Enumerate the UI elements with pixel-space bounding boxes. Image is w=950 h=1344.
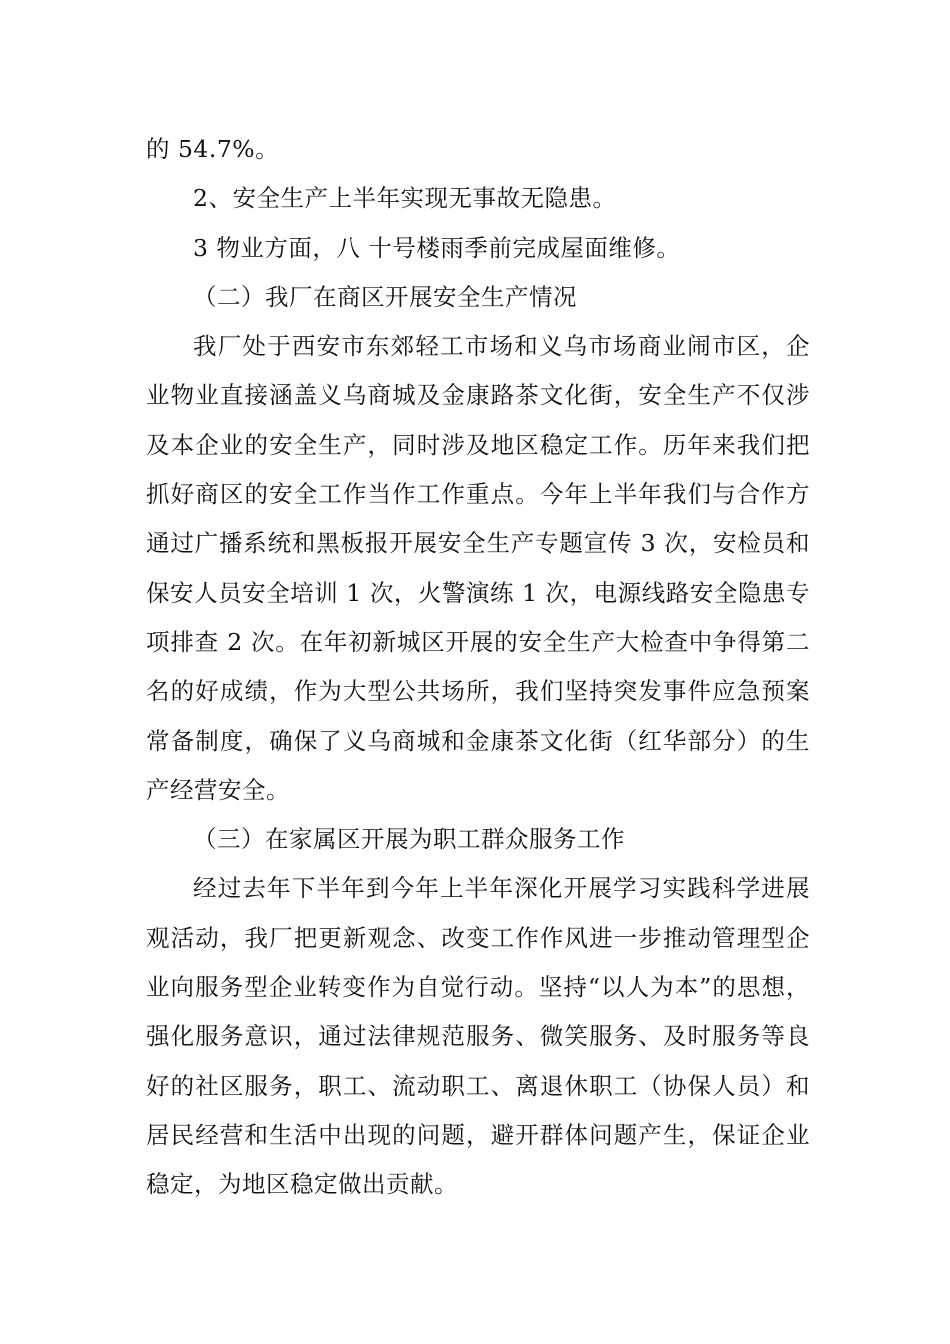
text-line: 保安人员安全培训 1 次，火警演练 1 次，电源线路安全隐患专: [146, 578, 810, 607]
text-line: 居民经营和生活中出现的问题，避开群体问题产生，保证企业: [146, 1120, 810, 1149]
text-line: （三）在家属区开展为职工群众服务工作: [193, 825, 625, 854]
text-line: 通过广播系统和黑板报开展安全生产专题宣传 3 次，安检员和: [146, 529, 810, 558]
paragraph: [146, 174, 810, 223]
text-line: 业物业直接涵盖义乌商城及金康路茶文化街，安全生产不仅涉: [146, 381, 810, 410]
text-line: 强化服务意识，通过法律规范服务、微笑服务、及时服务等良: [146, 1022, 810, 1051]
document-body: [146, 125, 810, 1210]
text-line: 业向服务型企业转变作为自觉行动。坚持“以人为本”的思想，: [146, 973, 810, 1002]
text-line: 我厂处于西安市东郊轻工市场和义乌市场商业闹市区，企: [193, 332, 810, 361]
paragraph: [146, 125, 810, 174]
text-line: 产经营安全。: [146, 775, 290, 804]
text-line: 稳定，为地区稳定做出贡献。: [146, 1170, 458, 1199]
text-line: 3 物业方面，八 十号楼雨季前完成屋面维修。: [193, 233, 681, 262]
paragraph: [146, 322, 810, 815]
text-line: 项排查 2 次。在年初新城区开展的安全生产大检查中争得第二: [146, 627, 810, 656]
text-line: 好的社区服务，职工、流动职工、离退休职工（协保人员）和: [146, 1071, 810, 1100]
section-heading: [146, 273, 810, 322]
text-line: 及本企业的安全生产，同时涉及地区稳定工作。历年来我们把: [146, 430, 810, 459]
section-heading: [146, 815, 810, 864]
text-line: 抓好商区的安全工作当作工作重点。今年上半年我们与合作方: [146, 480, 810, 509]
text-line: 的 54.7%。: [146, 135, 280, 163]
text-line: 2、安全生产上半年实现无事故无隐患。: [193, 184, 617, 213]
text-line: 观活动，我厂把更新观念、改变工作作风进一步推动管理型企: [146, 923, 810, 952]
text-line: 常备制度，确保了义乌商城和金康茶文化街（红华部分）的生: [146, 726, 810, 755]
paragraph: [146, 224, 810, 273]
paragraph: [146, 864, 810, 1209]
text-line: （二）我厂在商区开展安全生产情况: [193, 282, 577, 311]
text-line: 经过去年下半年到今年上半年深化开展学习实践科学进展: [193, 874, 810, 903]
text-line: 名的好成绩，作为大型公共场所，我们坚持突发事件应急预案: [146, 677, 810, 706]
